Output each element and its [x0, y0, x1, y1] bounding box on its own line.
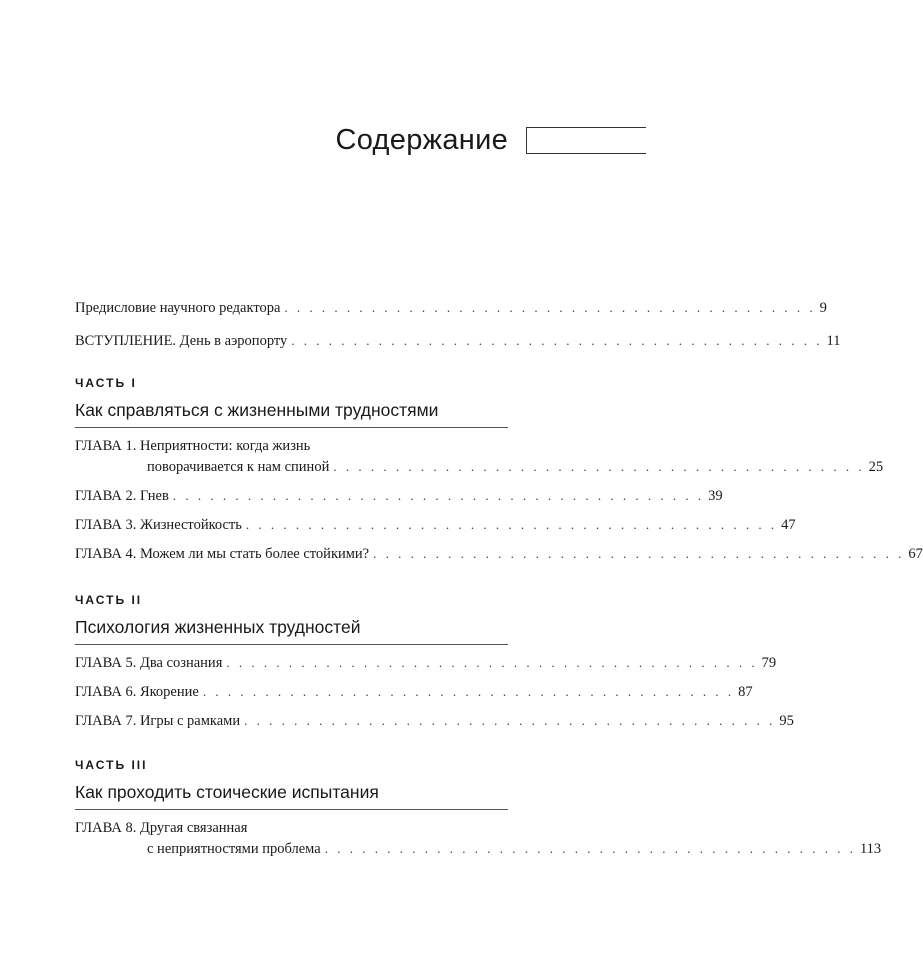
toc-leader-dots: . . . . . . . . . . . . . . . . . . . . . . . . . . . . . . . . . . . . . . . . . . .	[333, 459, 865, 474]
toc-leader-dots: . . . . . . . . . . . . . . . . . . . . . . . . . . . . . . . . . . . . . . . . . . .	[373, 546, 905, 561]
toc-entry-text: ВСТУПЛЕНИЕ. День в аэропорту	[75, 333, 288, 349]
page-title: Содержание	[335, 124, 508, 156]
toc-leader-dots: . . . . . . . . . . . . . . . . . . . . . . . . . . . . . . . . . . . . . . . . . . .	[284, 300, 816, 315]
toc-page-number: 113	[859, 841, 882, 857]
toc-entry-chapter-8[interactable]	[147, 839, 882, 859]
toc-leader-dots: . . . . . . . . . . . . . . . . . . . . . . . . . . . . . . . . . . . . . . . . . . .	[226, 655, 758, 670]
toc-entry-text: ГЛАВА 6. Якорение	[75, 684, 199, 700]
toc-leader-dots: . . . . . . . . . . . . . . . . . . . . . . . . . . . . . . . . . . . . . . . . . . .	[291, 333, 823, 348]
toc-entry-chapter-7[interactable]	[75, 711, 794, 731]
toc-leader-dots: . . . . . . . . . . . . . . . . . . . . . . . . . . . . . . . . . . . . . . . . . . .	[245, 517, 778, 532]
toc-entry-chapter-4[interactable]	[75, 544, 923, 564]
toc-leader-dots: . . . . . . . . . . . . . . . . . . . . . . . . . . . . . . . . . . . . . . . . . . .	[244, 713, 776, 728]
toc-leader-dots: . . . . . . . . . . . . . . . . . . . . . . . . . . . . . . . . . . . . . . . . . . .	[202, 684, 735, 699]
toc-entry-text: ГЛАВА 3. Жизнестойкость	[75, 517, 242, 533]
toc-entry-chapter-3[interactable]	[75, 515, 796, 535]
toc-entry-chapter-8-line1[interactable]: ГЛАВА 8. Другая связанная	[75, 820, 248, 836]
toc-entry-chapter-2[interactable]	[75, 486, 723, 506]
toc-entry-chapter-6[interactable]	[75, 682, 753, 702]
toc-page-number: 11	[826, 333, 841, 349]
toc-entry-foreword[interactable]	[75, 298, 827, 318]
toc-entry-text: ГЛАВА 2. Гнев	[75, 488, 169, 504]
toc-page-number: 79	[761, 655, 777, 671]
toc-entry-text: ГЛАВА 4. Можем ли мы стать более стойкими?	[75, 546, 370, 562]
part-divider	[75, 644, 508, 645]
toc-page-number: 25	[868, 459, 884, 475]
toc-entry-chapter-5[interactable]	[75, 653, 777, 673]
toc-entry-text: Предисловие научного редактора	[75, 300, 281, 316]
toc-entry-text: поворачивается к нам спиной	[147, 459, 330, 475]
toc-page-number: 39	[708, 488, 723, 504]
toc-page-number: 47	[781, 517, 796, 533]
toc-page-number: 67	[908, 546, 923, 562]
toc-page-number: 9	[819, 300, 827, 316]
toc-entry-chapter-1[interactable]	[147, 457, 884, 477]
part-label: ЧАСТЬ III	[75, 758, 148, 772]
part-label: ЧАСТЬ I	[75, 376, 137, 390]
toc-page-number: 95	[779, 713, 794, 729]
toc-entry-text: ГЛАВА 5. Два сознания	[75, 655, 223, 671]
toc-entry-chapter-1-line1[interactable]: ГЛАВА 1. Неприятности: когда жизнь	[75, 438, 311, 454]
toc-leader-dots: . . . . . . . . . . . . . . . . . . . . . . . . . . . . . . . . . . . . . . . . . . .	[324, 841, 856, 856]
toc-entry-introduction[interactable]	[75, 331, 841, 351]
part-divider	[75, 809, 508, 810]
toc-leader-dots: . . . . . . . . . . . . . . . . . . . . . . . . . . . . . . . . . . . . . . . . . . .	[172, 488, 705, 503]
part-divider	[75, 427, 508, 428]
part-title: Психология жизненных трудностей	[75, 617, 361, 637]
toc-page-number: 87	[738, 684, 753, 700]
title-bar-decoration	[526, 127, 646, 154]
part-title: Как проходить стоические испытания	[75, 782, 379, 802]
part-label: ЧАСТЬ II	[75, 593, 143, 607]
toc-entry-text: ГЛАВА 7. Игры с рамками	[75, 713, 241, 729]
part-title: Как справляться с жизненными трудностями	[75, 400, 439, 420]
toc-entry-text: с неприятностями проблема	[147, 841, 321, 857]
